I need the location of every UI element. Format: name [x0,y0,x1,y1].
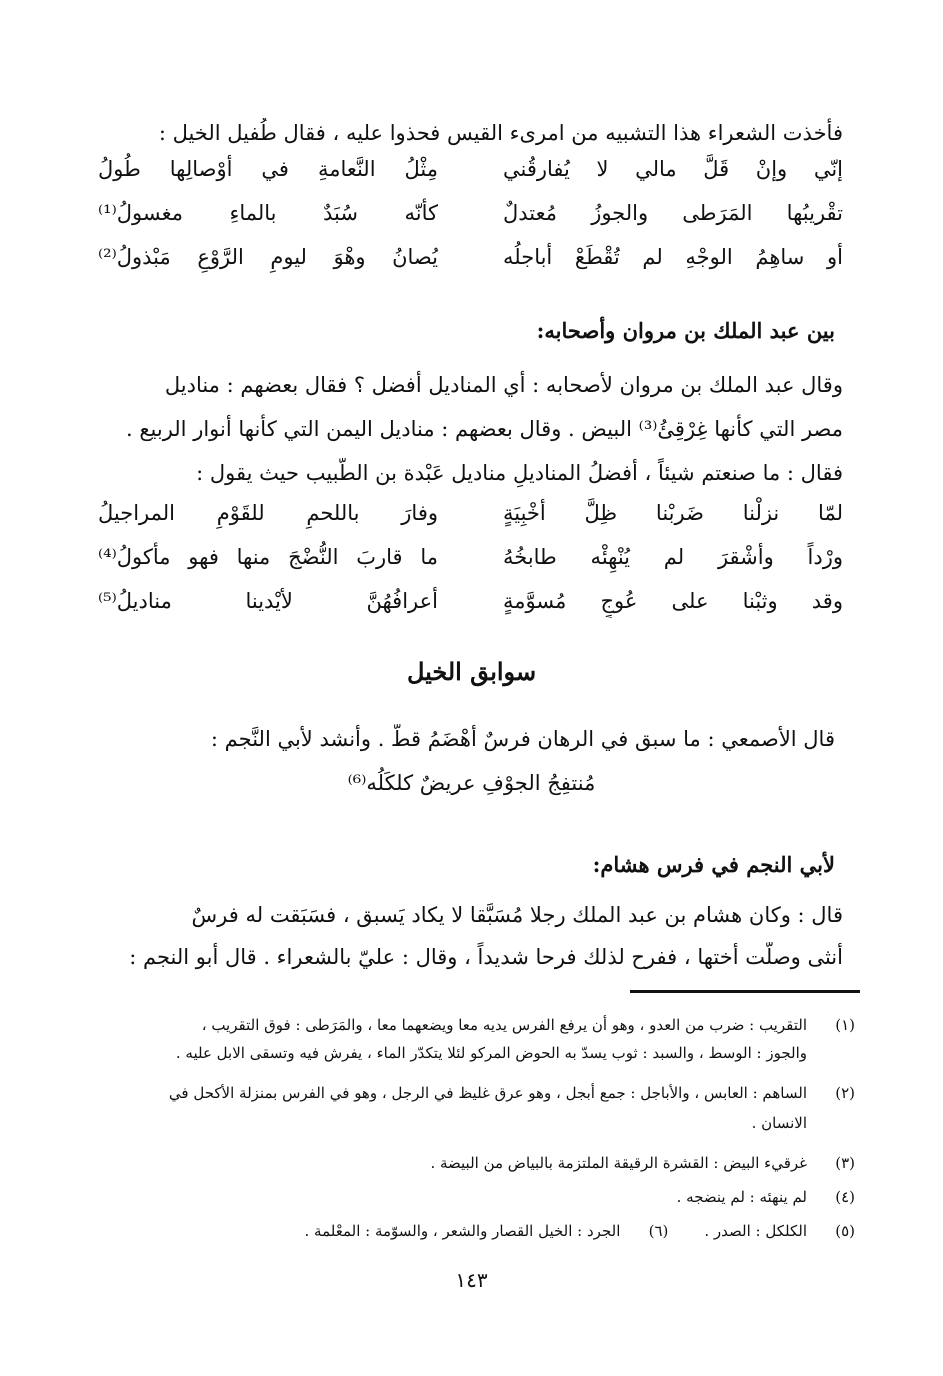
hemistich-second: يُصانُ وهْوَ ليومِ الرَّوْعِ مَبْذولُ⁽²⁾ [98,245,438,269]
footnote-number: (٢) [835,1084,855,1102]
footnote-text: لم ينهئه : لم ينضجه . [676,1188,807,1206]
paragraph-line: أنثى وصلّت أختها ، ففرح لذلك فرحا شديداً ، وقال : عليّ بالشعراء . قال أبو النجم : [129,945,843,969]
hemistich-first: لمّا نزلْنا ضَربْنا ظِلَّ أخْبِيَةٍ [503,501,843,525]
footnote-3 [95,1150,855,1176]
footnote-separator [630,990,860,993]
hemistich-second: وفارَ باللحمِ للقَوْمِ المراجيلُ [98,501,438,525]
footnote-text: الجرد : الخيل القصار والشعر ، والسوّمة : المعْلمة . [304,1222,621,1240]
poem-1-verse-2 [98,196,843,230]
section-heading-abdulmalik: بين عبد الملك بن مروان وأصحابه: [536,318,835,343]
footnote-1 [95,1012,855,1038]
hemistich-first: ورْداً وأشْقرَ لم يُنْهِئْه طابخُهُ [503,545,843,569]
section-title-sawabiq: سوابق الخيل [406,657,537,686]
footnote-2-continued: الانسان . [751,1114,807,1132]
footnote-number: (١) [835,1016,855,1034]
footnote-number: (٣) [835,1154,855,1172]
hemistich-second: كأنّه سُبَدٌ بالماءِ مغسولُ⁽¹⁾ [98,201,438,225]
paragraph-line: قال : وكان هشام بن عبد الملك رجلا مُسَبَّقا لا يكاد يَسبق ، فسَبَقت له فرسٌ [191,903,843,927]
section-heading-abunajm: لأبي النجم في فرس هشام: [592,852,835,877]
footnote-1-continued: والجوز : الوسط ، والسبد : ثوب يسدّ به الحوض المركو لئلا يتكدّر الماء ، يفرش فيه وتسقى الابل عليه . [175,1044,807,1062]
hemistich-first: وقد وثبْنا على عُوجٍ مُسوَّمةٍ [503,589,843,613]
footnote-2 [95,1080,855,1106]
hemistich-first: تقْريبُها المَرَطى والجوزُ مُعتدلٌ [503,201,843,225]
hemistich-first: أو ساهِمُ الوجْهِ لم تُقْطَعْ أباجلُه [503,245,843,269]
intro-paragraph: فأخذت الشعراء هذا التشبيه من امرىء القيس فحذوا عليه ، فقال طُفيل الخيل : [158,121,843,145]
page-number: ١٤٣ [455,1268,488,1292]
footnote-number: (٦) [648,1222,669,1240]
poem-1-verse-1 [98,152,843,186]
poem-2-verse-2 [98,540,843,574]
poem-2-verse-1 [98,496,843,530]
footnote-text: غرقيء البيض : القشرة الرقيقة الملتزمة بالبياض من البيضة . [430,1154,807,1172]
hemistich-second: ما قاربَ النُّضْجَ منها فهو مأكولُ⁽⁴⁾ [98,545,438,569]
single-verse: مُنتفِجُ الجوْفِ عريضٌ كلكَلُه⁽⁶⁾ [347,771,596,795]
paragraph-line: مصر التي كأنها غِرْقِئُ⁽³⁾ البيض . وقال بعضهم : مناديل اليمن التي كأنها أنوار الربيع . [125,417,843,441]
poem-1-verse-3 [98,240,843,274]
footnote-text: الكلكل : الصدر . [704,1222,807,1240]
footnote-text: الساهم : العابس ، والأباجل : جمع أبجل ، وهو عرق غليظ في الرجل ، وهو في الفرس بمنزلة الأكحل في [168,1084,807,1102]
footnote-number: (٥) [835,1222,855,1240]
poem-2-verse-3 [98,584,843,618]
footnote-text: التقريب : ضرب من العدو ، وهو أن يرفع الفرس يديه معا ويضعهما معا ، والمَرَطى : فوق التقريب ، [201,1016,807,1034]
footnote-number: (٤) [835,1188,855,1206]
footnote-5-6 [95,1218,855,1244]
paragraph-asmai: قال الأصمعي : ما سبق في الرهان فرسٌ أهْضَمُ قطُّ . وأنشد لأبي النَّجم : [210,727,835,751]
hemistich-first: إنّي وإنْ قَلَّ مالي لا يُفارقُني [503,157,843,181]
paragraph-line: فقال : ما صنعتم شيئاً ، أفضلُ المناديلِ مناديل عَبْدة بن الطَّبيب حيث يقول : [196,461,843,485]
hemistich-second: مِثْلُ النَّعامةِ في أوْصالِها طُولُ [98,157,438,181]
paragraph-line: وقال عبد الملك بن مروان لأصحابه : أي المناديل أفضل ؟ فقال بعضهم : مناديل [164,373,843,397]
footnote-4 [95,1184,855,1210]
hemistich-second: أعرافُهُنَّ لأيْدينا مناديلُ⁽⁵⁾ [98,589,438,613]
